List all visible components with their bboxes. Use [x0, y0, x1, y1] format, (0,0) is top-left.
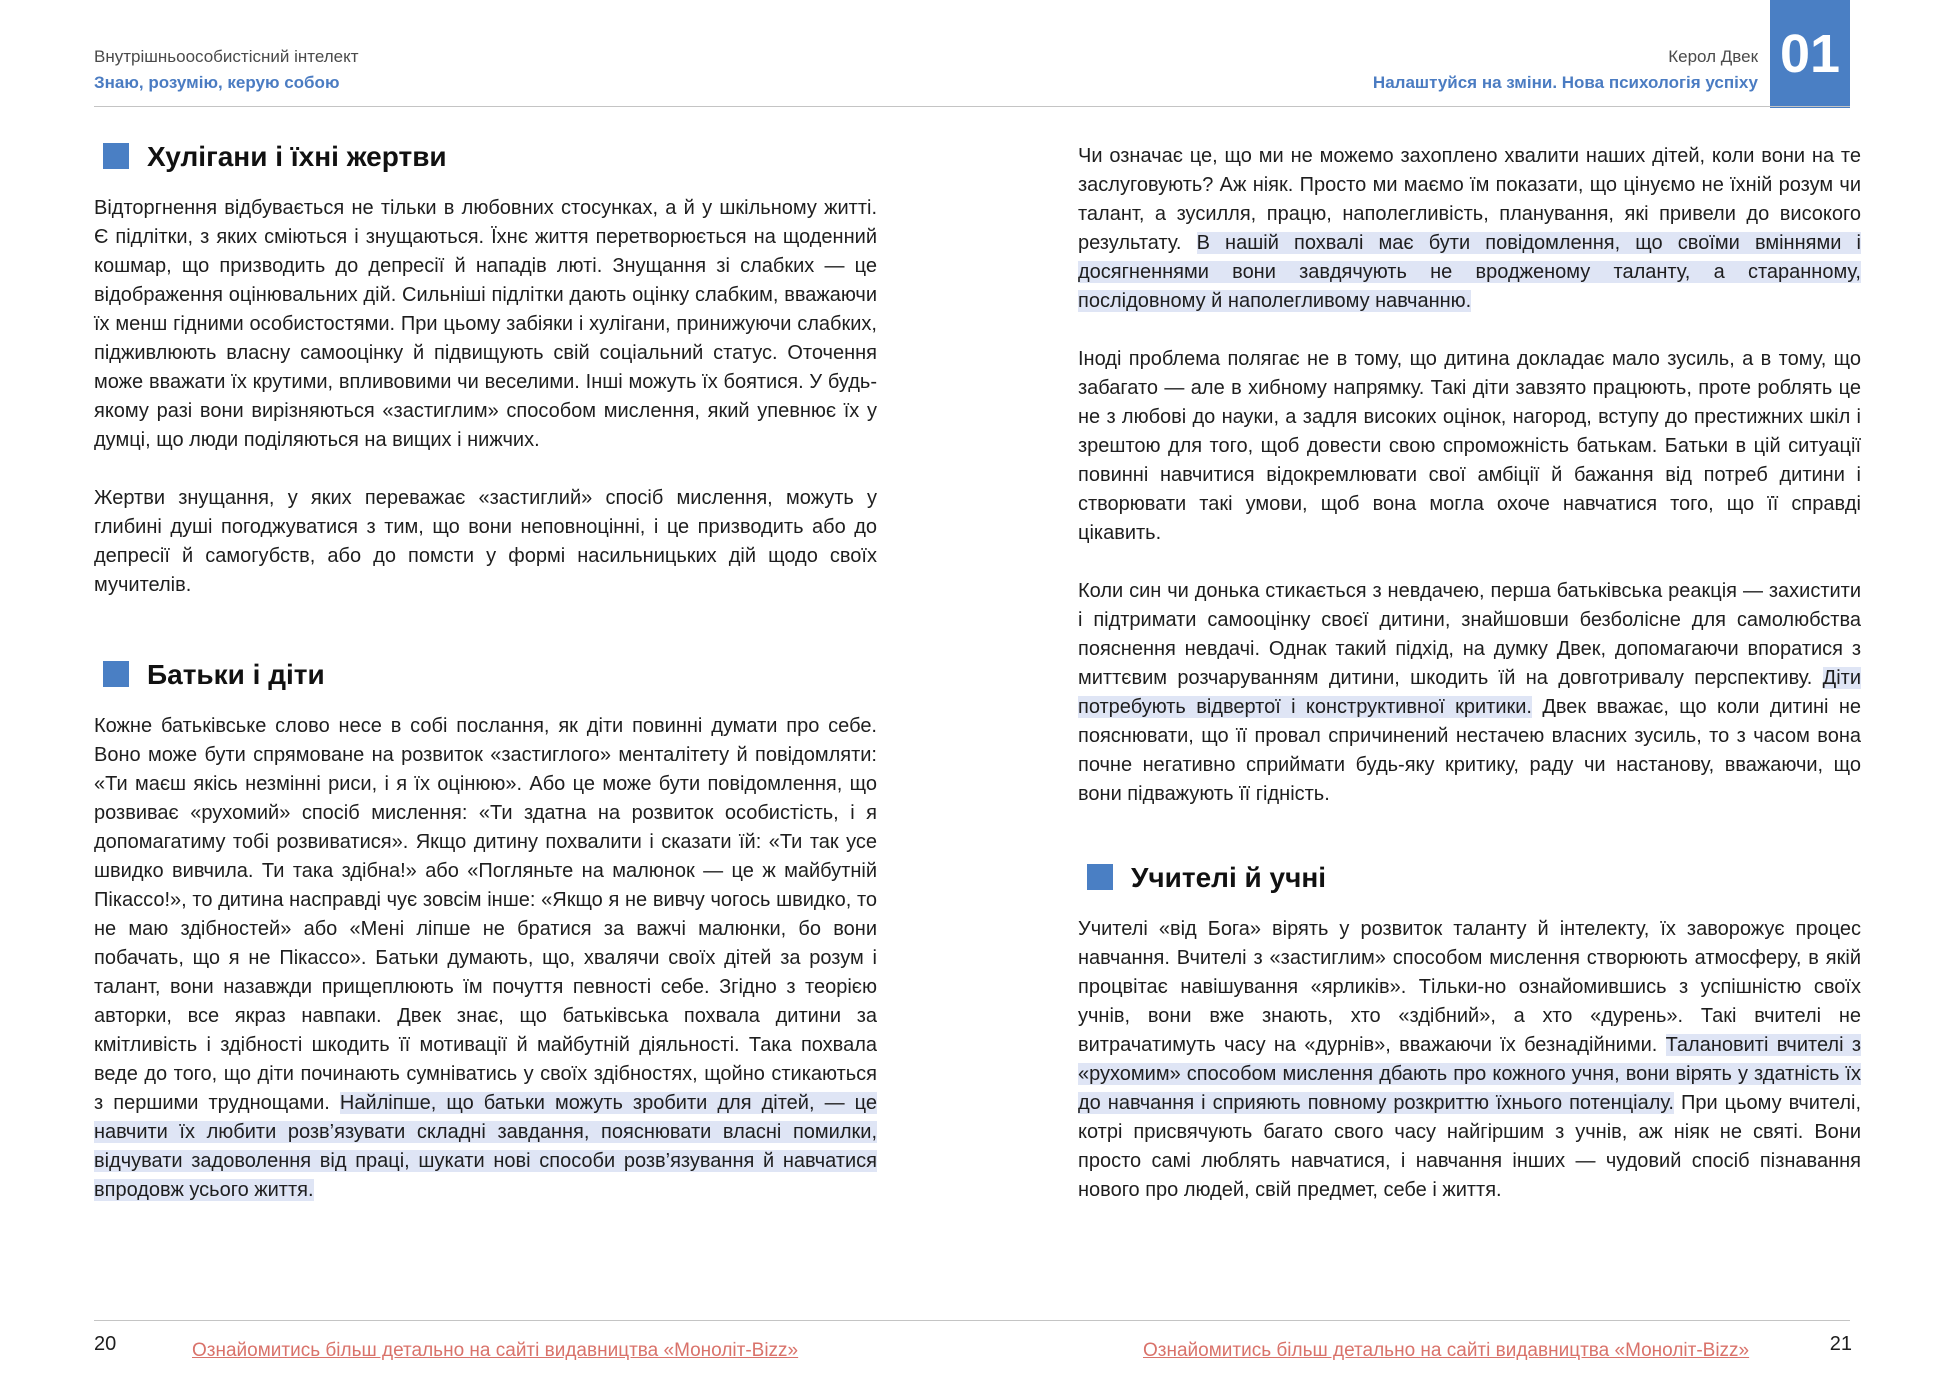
highlighted-text: Діти потребують відвертої і конструктивної критики.	[1078, 667, 1861, 718]
header-left	[94, 44, 359, 96]
paragraph: Кожне батьківське слово несе в собі послання, як діти повинні думати про себе. Воно може бути спрямоване на розвиток «застиглого» менталітету й повідомляти: «Ти маєш якісь незмінні риси, і я їх оцінюю». Або це може бути повідомлення, що розвиває «рухомий» спосіб мислення: «Ти здатна на розвиток особистість, і я допомагатиму тобі розвиватися». Якщо дитину похвалити і сказати їй: «Ти так усе швидко вивчила. Ти така здібна!» або «Погляньте на малюнок — це ж майбутній Пікассо!», то дитина насправді чує зовсім інше: «Якщо я не вивчу чогось швидко, то не маю здібностей» або «Мені ліпше не братися за важчі малюнки, бо вони побачать, що я не Пікассо». Батьки думають, що, хвалячи своїх дітей за розум і талант, вони назавжди прищеплюють їм почуття певності себе. Згідно з теорією авторки, все якраз навпаки. Двек знає, що батьківська похвала дитини за кмітливість і здібності шкодить її мотивації й майбутній діяльності. Така похвала веде до того, що діти починають сумніватись у своїх здібностях, щойно стикаються з першими труднощами. Найліпше, що батьки можуть зробити для дітей, — це навчити їх любити розв’язувати складні завдання, пояснювати власні помилки, відчувати задоволення від праці, шукати нові способи розв’язування й навчатися впродовж усього життя.	[94, 715, 878, 1201]
paragraph: Іноді проблема полягає не в тому, що дитина докладає мало зусиль, а в тому, що забагато — але в хибному напрямку. Такі діти завзято працюють, проте роблять це не з любові до науки, а задля високих оцінок, нагород, вступу до престижних шкіл і зрештою для того, щоб довести свою спроможність батькам. Батьки в цій ситуації повинні навчитися відокремлювати свої амбіції й бажання від потреб дитини і створювати такі умови, щоб вона могла охоче навчатися того, що її справді цікавить.	[1078, 348, 1861, 544]
footer-divider	[94, 1320, 1850, 1321]
highlighted-text: Талановиті вчителі з «рухомим» способом мислення дбають про кожного учня, вони вірять у здатність їх до навчання і сприяють повному розкриттю їхнього потенціалу.	[1078, 1034, 1861, 1114]
section-heading-parents	[103, 658, 877, 690]
square-bullet-icon	[103, 661, 129, 687]
series-subtitle: Знаю, розумію, керую собою	[94, 73, 340, 92]
section-heading-bullies	[103, 140, 877, 172]
publisher-link-left[interactable]: Ознайомитись більш детально на сайті видавництва «Моноліт-Bizz»	[192, 1340, 799, 1361]
page-number-right: 21	[1829, 1333, 1852, 1355]
square-bullet-icon	[103, 143, 129, 169]
paragraph: Жертви знущання, у яких переважає «застиглий» спосіб мислення, можуть у глибині душі погоджуватися з тим, що вони неповноцінні, і це призводить або до депресії й самогубств, або до помсти у формі насильницьких дій щодо своїх мучителів.	[94, 487, 877, 596]
paragraph: Відторгнення відбувається не тільки в любовних стосунках, а й у шкільному житті. Є підлітки, з яких сміються і знущаються. Їхнє життя перетворюється на щоденний кошмар, що призводить до депресії й нападів люті. Знущання зі слабких — це відображення оцінювальних дій. Сильніші підлітки дають оцінку слабким, вважаючи їх менш гідними особистостями. При цьому забіяки і хулігани, принижуючи слабких, підживлюють власну самооцінку й підвищують свій соціальний статус. Оточення може вважати їх крутими, впливовими чи веселими. Інші можуть їх боятися. У будь-якому разі вони вирізняються «застиглим» способом мислення, який упевнює їх у думці, що люди поділяються на вищих і нижчих.	[94, 197, 877, 451]
book-title: Налаштуйся на зміни. Нова психологія успіху	[1372, 73, 1758, 92]
highlighted-text: Найліпше, що батьки можуть зробити для дітей, — це навчити їх любити розв’язувати складні завдання, пояснювати власні помилки, відчувати задоволення від праці, шукати нові способи розв’язування й навчатися впродовж усього життя.	[94, 1092, 878, 1201]
section-title: Учителі й учні	[1131, 861, 1327, 893]
section-heading-teachers	[1087, 861, 1861, 893]
paragraph: Чи означає це, що ми не можемо захоплено хвалити наших дітей, коли вони на те заслуговують? Аж ніяк. Просто ми маємо їм показати, що цінуємо не їхній розум чи талант, а зусилля, працю, наполегливість, планування, які привели до високого результату. В нашій похвалі має бути повідомлення, що своїми вміннями і досягненнями вони завдячують не вродженому таланту, а старанному, послідовному й наполегливому навчанню.	[1078, 145, 1861, 312]
section-title: Хулігани і їхні жертви	[147, 140, 447, 172]
header-divider	[94, 106, 1850, 107]
paragraph: Коли син чи донька стикається з невдачею, перша батьківська реакція — захистити і підтримати самооцінку своєї дитини, знайшовши безболісне для самолюбства пояснення невдачі. Однак такий підхід, на думку Двек, допомагаючи впоратися з миттєвим розчаруванням дитини, шкодить їй на довготривалу перспективу. Діти потребують відвертої і конструктивної критики. Двек вважає, що коли дитині не пояснювати, що її провал спричинений нестачею власних зусиль, то з часом вона почне негативно сприймати будь-яку критику, раду чи настанову, вважаючи, що вони підважують її гідність.	[1078, 580, 1862, 805]
header-right	[1373, 44, 1758, 96]
book-author: Керол Двек	[1668, 47, 1758, 66]
paragraph: Учителі «від Бога» вірять у розвиток таланту й інтелекту, їх заворожує процес навчання. Вчителі з «застиглим» способом мислення створюють атмосферу, в якій процвітає навішування «ярликів». Тільки-но ознайомившись з успішністю своїх учнів, вони вже знають, хто «здібний», а хто «дурень». Такі вчителі не витрачатимуть часу на «дурнів», вважаючи їх безнадійними. Талановиті вчителі з «рухомим» способом мислення дбають про кожного учня, вони вірять у здатність їх до навчання і сприяють повному розкриттю їхнього потенціалу. При цьому вчителі, котрі присвячують багато свого часу найгіршим з учнів, аж ніяк не святі. Вони просто самі люблять навчатися, і навчання інших — чудовий спосіб пізнавання нового про людей, свій предмет, себе і життя.	[1078, 918, 1861, 1201]
right-page-column	[1078, 142, 1861, 1234]
section-title: Батьки і діти	[147, 658, 325, 690]
highlighted-text: В нашій похвалі має бути повідомлення, що своїми вміннями і досягненнями вони завдячують не вродженому таланту, а старанному, послідовному й наполегливому навчанню.	[1078, 232, 1861, 312]
publisher-link-right[interactable]: Ознайомитись більш детально на сайті видавництва «Моноліт-Bizz»	[1143, 1340, 1750, 1361]
page-number-left: 20	[94, 1333, 117, 1355]
square-bullet-icon	[1087, 864, 1113, 890]
left-page-column	[94, 140, 877, 1234]
chapter-badge: 01	[1770, 0, 1850, 108]
series-title: Внутрішньоособистісний інтелект	[94, 47, 359, 66]
